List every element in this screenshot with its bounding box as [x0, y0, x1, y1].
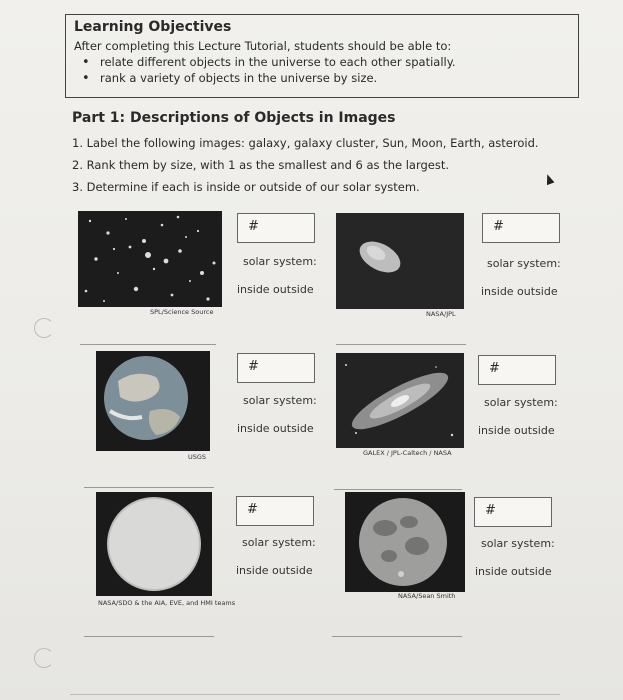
moon-image [345, 492, 465, 592]
rank-input[interactable]: # [237, 353, 315, 383]
image-credit: GALEX / JPL-Caltech / NASA [363, 449, 452, 457]
rank-input[interactable]: # [478, 355, 556, 385]
inside-outside-choice[interactable]: inside outside [237, 422, 314, 435]
solar-system-label: solar system: [487, 257, 561, 270]
step-item: 1. Label the following images: galaxy, galaxy cluster, Sun, Moon, Earth, asteroid. [72, 136, 539, 150]
image-credit: NASA/Sean Smith [398, 592, 456, 600]
answer-line[interactable] [332, 636, 462, 637]
learning-objectives-box [65, 14, 579, 98]
inside-outside-choice[interactable]: inside outside [481, 285, 558, 298]
part1-title: Part 1: Descriptions of Objects in Images [72, 110, 396, 126]
image-credit: NASA/SDO & the AIA, EVE, and HMI teams [98, 599, 236, 607]
solar-system-label: solar system: [243, 255, 317, 268]
solar-system-label: solar system: [484, 396, 558, 409]
objectives-intro: After completing this Lecture Tutorial, students should be able to: [74, 39, 452, 53]
rank-input[interactable]: # [236, 496, 314, 526]
page-bottom-line [70, 694, 560, 695]
objectives-list [74, 55, 570, 86]
image-credit: NASA/JPL [426, 310, 456, 318]
image-credit: SPL/Science Source [150, 308, 214, 316]
solar-system-label: solar system: [481, 537, 555, 550]
rank-input[interactable]: # [474, 497, 552, 527]
objective-item: • rank a variety of objects in the universe by size. [82, 71, 570, 86]
solar-system-label: solar system: [243, 394, 317, 407]
answer-line[interactable] [334, 489, 462, 490]
galaxy-image [336, 353, 464, 448]
objective-item: • relate different objects in the universe to each other spatially. [82, 55, 570, 70]
inside-outside-choice[interactable]: inside outside [237, 283, 314, 296]
inside-outside-choice[interactable]: inside outside [478, 424, 555, 437]
solar-system-label: solar system: [242, 536, 316, 549]
step-item: 3. Determine if each is inside or outside of our solar system. [72, 180, 420, 194]
inside-outside-choice[interactable]: inside outside [475, 565, 552, 578]
sun-image [96, 492, 212, 596]
galaxy-cluster-image [78, 211, 222, 307]
asteroid-image [336, 213, 464, 309]
rank-input[interactable]: # [482, 213, 560, 243]
answer-line[interactable] [84, 487, 214, 488]
step-item: 2. Rank them by size, with 1 as the smallest and 6 as the largest. [72, 158, 450, 172]
answer-line[interactable] [84, 636, 214, 637]
binder-ring-icon [34, 648, 54, 668]
part1-steps [72, 136, 539, 202]
objectives-title: Learning Objectives [74, 19, 232, 35]
answer-line[interactable] [336, 344, 466, 345]
answer-line[interactable] [80, 344, 216, 345]
binder-ring-icon [34, 318, 54, 338]
rank-input[interactable]: # [237, 213, 315, 243]
image-credit: USGS [188, 453, 207, 461]
inside-outside-choice[interactable]: inside outside [236, 564, 313, 577]
mouse-cursor-icon [544, 173, 555, 185]
earth-image [96, 351, 210, 451]
